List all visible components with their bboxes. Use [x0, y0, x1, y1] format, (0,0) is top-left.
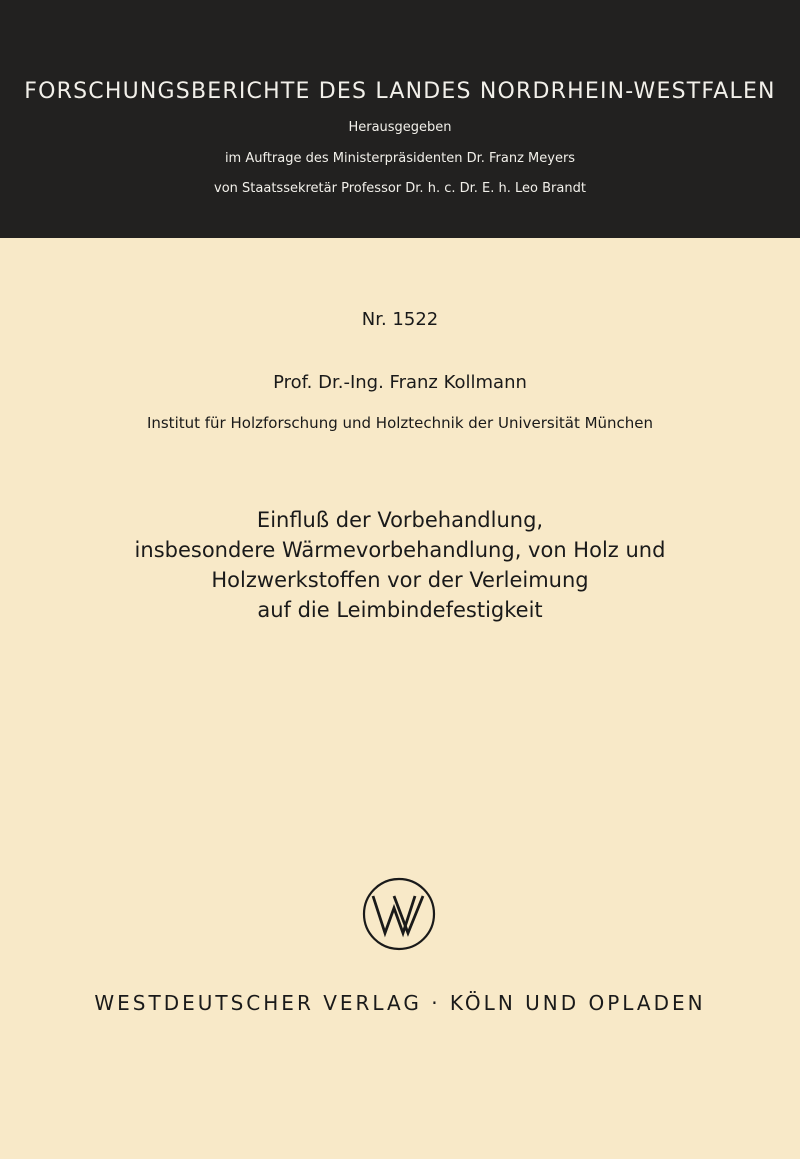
series-header — [0, 0, 800, 238]
author-name: Prof. Dr.-Ing. Franz Kollmann — [273, 372, 527, 393]
book-title-line-4: auf die Leimbindefestigkeit — [257, 598, 543, 622]
book-title — [0, 505, 800, 625]
book-title-line-3: Holzwerkstoffen vor der Verleimung — [211, 568, 589, 592]
wv-monogram-icon — [361, 876, 437, 952]
author-institute: Institut für Holzforschung und Holztechnik der Universität München — [146, 414, 654, 432]
book-title-line-1: Einfluß der Vorbehandlung, — [256, 508, 544, 532]
publisher-name: WESTDEUTSCHER VERLAG · KÖLN UND OPLADEN — [94, 991, 706, 1015]
editor-line: von Staatssekretär Professor Dr. h. c. Dr. E. h. Leo Brandt — [214, 181, 586, 196]
series-title: FORSCHUNGSBERICHTE DES LANDES NORDRHEIN-WESTFALEN — [24, 79, 776, 104]
editor-label: Herausgegeben — [348, 120, 452, 135]
book-title-line-2: insbesondere Wärmevorbehandlung, von Holz und — [134, 538, 666, 562]
commission-line: im Auftrage des Ministerpräsidenten Dr. Franz Meyers — [224, 151, 576, 166]
issue-number: Nr. 1522 — [361, 309, 439, 330]
